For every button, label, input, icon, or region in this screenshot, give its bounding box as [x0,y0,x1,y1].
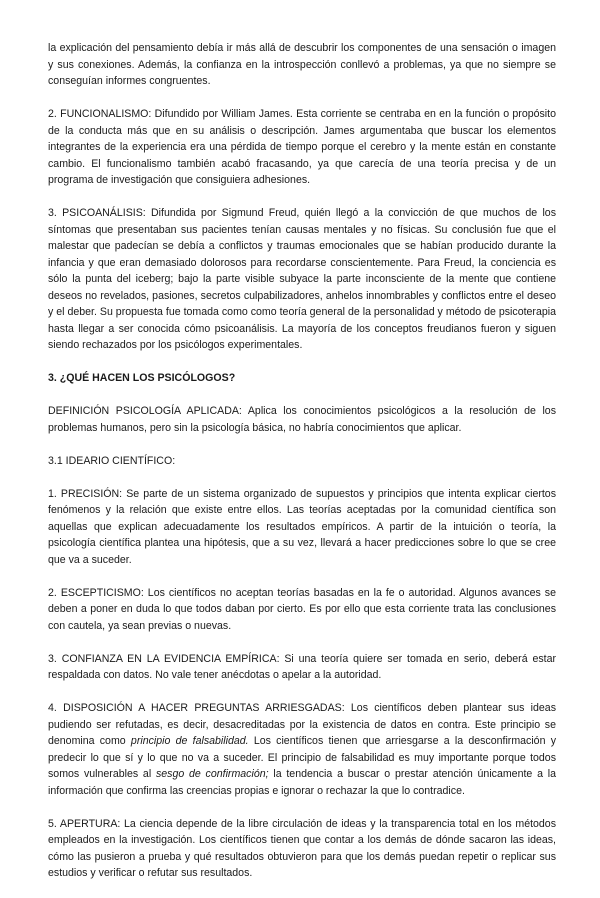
sesgo-term: sesgo de confirmación; [155,768,269,780]
funcionalismo-paragraph: 2. FUNCIONALISMO: Difundido por William James. Esta corriente se centraba en en la función o propósito de la conducta más que en su análisis o descripción. James argumentaba que buscar los elementos integrantes de la experiencia era una pérdida de tiempo porque el cerebro y la mente están en constante cambio. El funcionalismo también acabó fracasando, ya que carecía de una teoría precisa y de un programa de investigación que consiguiera adhesiones. [48,108,556,186]
document-page [48,40,556,898]
falsabilidad-term: principio de falsabilidad. [130,735,249,747]
ideario-heading: 3.1 IDEARIO CIENTÍFICO: [48,454,176,467]
intro-paragraph: la explicación del pensamiento debía ir más allá de descubrir los componentes de una sensación o imagen y sus conexiones. Además, la confianza en la introspección conllevó a problemas, ya que no siempre se conseguían informes congruentes. [48,42,556,87]
confianza-paragraph: 3. CONFIANZA EN LA EVIDENCIA EMPÍRICA: Si una teoría quiere ser tomada en serio, deberá estar respaldada con datos. No vale tener anécdotas o apelar a la autoridad. [48,652,556,681]
escepticismo-paragraph: 2. ESCEPTICISMO: Los científicos no aceptan teorías basadas en la fe o autoridad. Algunos avances se deben a poner en duda lo que todos daban por cierto. Es por ello que esta corriente trata las conclusiones con cautela, ya sean previas o nuevas. [48,586,556,632]
disposicion-text-1: 4. DISPOSICIÓN A HACER PREGUNTAS ARRIESGADAS: Los científicos deben plantear sus ideas pudiendo ser refutadas, es decir, desacreditadas por la existencia de datos en contra. Este principio se denomina como [48,702,556,747]
psicoanalisis-paragraph: 3. PSICOANÁLISIS: Difundida por Sigmund Freud, quién llegó a la convicción de que muchos de los síntomas que presentaban sus pacientes tenían causas mentales y no físicas. Su conclusión fue que el malestar que padecían se debía a conflictos y traumas emocionales que se habían producido durante la infancia y que eran demasiado dolorosos para recordarse conscientemente. Para Freud, la conciencia es sólo la punta del iceberg; bajo la parte visible subyace la parte inconsciente de la mente que contiene deseos no revelados, pasiones, secretos culpabilizadores, anhelos innombrables y conflictos entre el deseo y el deber. Su propuesta fue tomada como como teoría general de la personalidad y método de psicoterapia hasta llegar a ser conocida cómo psicoanálisis. La mayoría de los conceptos freudianos fueron y siguen siendo rechazados por los psicólogos experimentales. [48,207,556,351]
definicion-paragraph: DEFINICIÓN PSICOLOGÍA APLICADA: Aplica los conocimientos psicológicos a la resolución de los problemas humanos, pero sin la psicología básica, no habría conocimientos que aplicar. [48,405,556,434]
apertura-paragraph: 5. APERTURA: La ciencia depende de la libre circulación de ideas y la transparencia total en los métodos empleados en la investigación. Los científicos tienen que contar a los demás de dónde sacaron las ideas, cómo las pusieron a prueba y qué resultados obtuvieron para que los demás puedan repetir o replicar sus estudios y verificar o refutar sus resultados. [48,817,556,879]
disposicion-text-2: Los científicos tienen que arriesgarse a la desconfirmación y predecir lo que sí y lo que no va a suceder. El principio de falsabilidad es muy importante porque todos somos vulnerables al [48,735,557,780]
section-heading: 3. ¿QUÉ HACEN LOS PSICÓLOGOS? [48,372,236,384]
disposicion-paragraph [48,700,556,799]
disposicion-text-3: la tendencia a buscar o prestar atención únicamente a la información que confirma las creencias propias e ignorar o rechazar la que lo contradice. [48,768,556,797]
precision-paragraph: 1. PRECISIÓN: Se parte de un sistema organizado de supuestos y principios que intenta explicar ciertos fenómenos y la relación que existe entre ellos. Las teorías aceptadas por la comunidad científica son aquellas que explican adecuadamente los resultados empíricos. A partir de la intuición o teoría, la psicología científica plantea una hipótesis, que a su vez, llevará a hacer predicciones sobre lo que se cree que va a suceder. [48,487,556,566]
